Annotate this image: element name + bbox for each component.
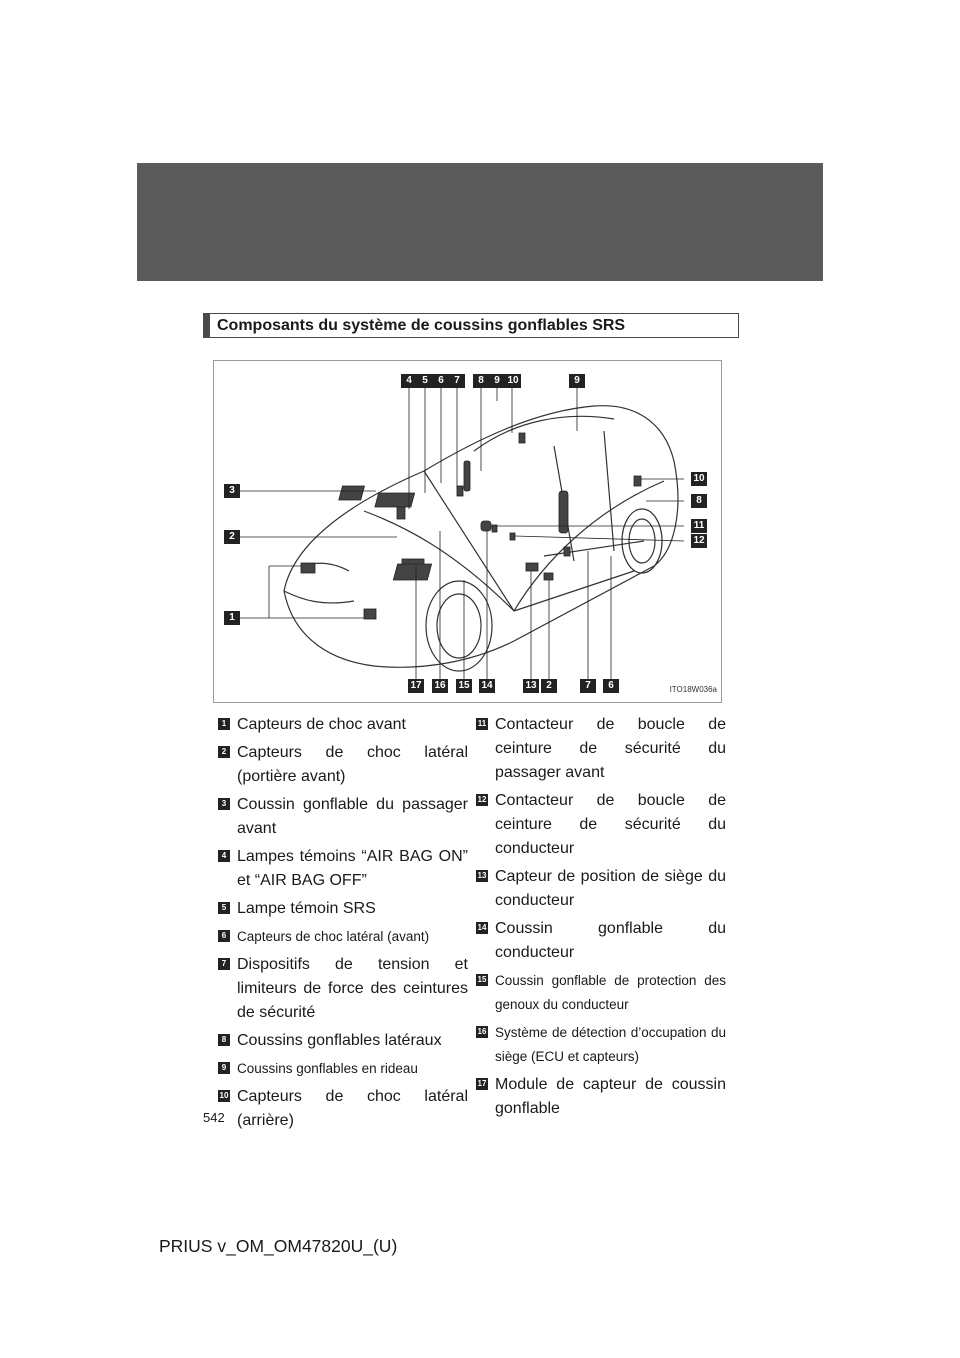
legend-text: Lampes témoins “AIR BAG ON” et “AIR BAG OFF”	[237, 848, 468, 889]
legend-item	[218, 845, 468, 893]
callout-left-3: 1	[224, 611, 240, 625]
legend-item	[218, 713, 468, 737]
legend-item	[218, 1029, 468, 1053]
callout-right-3: 11	[691, 519, 707, 533]
legend-item	[476, 917, 726, 965]
document-footer: PRIUS v_OM_OM47820U_(U)	[159, 1236, 398, 1256]
legend-item	[218, 741, 468, 789]
callout-bottom-6: 2	[541, 679, 557, 693]
legend-number: 4	[218, 850, 230, 862]
callout-top-8: 9	[569, 374, 585, 388]
legend-text: Système de détection d’occupation du siège (ECU et capteurs)	[495, 1025, 726, 1064]
legend-text: Capteurs de choc latéral (avant)	[237, 929, 430, 944]
legend-text: Dispositifs de tension et limiteurs de force des ceintures de sécurité	[237, 956, 468, 1021]
legend-text: Capteur de position de siège du conducteur	[495, 868, 726, 909]
callout-right-2: 8	[691, 494, 707, 508]
legend-item	[476, 1021, 726, 1069]
page-number: 542	[203, 1110, 225, 1125]
legend-number: 1	[218, 718, 230, 730]
legend-number: 6	[218, 930, 230, 942]
legend-item	[218, 1085, 468, 1133]
legend-number: 3	[218, 798, 230, 810]
legend-text: Capteurs de choc avant	[237, 716, 406, 733]
legend-number: 12	[477, 795, 487, 804]
callout-bottom-7: 7	[580, 679, 596, 693]
callout-bottom-8: 6	[603, 679, 619, 693]
legend-item	[218, 953, 468, 1025]
legend-item	[218, 897, 468, 921]
legend-item	[218, 1057, 468, 1081]
legend-text: Contacteur de boucle de ceinture de sécurité du passager avant	[495, 716, 726, 781]
legend-number: 13	[477, 871, 487, 880]
callout-bottom-2: 16	[432, 679, 448, 693]
callout-left-2: 2	[224, 530, 240, 544]
callout-top-6: 9	[489, 374, 505, 388]
callout-top-7: 10	[505, 374, 521, 388]
airbag-components-diagram	[213, 360, 722, 703]
legend-text: Coussin gonflable du passager avant	[237, 796, 468, 837]
legend-number: 8	[218, 1034, 230, 1046]
chapter-header-band	[137, 163, 823, 281]
callout-top-3: 6	[433, 374, 449, 388]
legend-number: 15	[477, 975, 487, 984]
legend-text: Lampe témoin SRS	[237, 900, 376, 917]
callout-top-2: 5	[417, 374, 433, 388]
legend-number: 10	[219, 1091, 229, 1100]
callout-bottom-5: 13	[523, 679, 539, 693]
legend-number: 7	[218, 958, 230, 970]
callout-top-5: 8	[473, 374, 489, 388]
legend-left-column	[218, 713, 468, 1137]
legend-number: 2	[218, 746, 230, 758]
callout-right-4: 12	[691, 534, 707, 548]
callout-left-1: 3	[224, 484, 240, 498]
legend-item	[476, 865, 726, 913]
legend-item	[476, 969, 726, 1017]
legend-number: 16	[477, 1027, 487, 1036]
legend-text: Coussins gonflables en rideau	[237, 1061, 418, 1076]
legend-number: 11	[477, 719, 487, 728]
legend-text: Coussins gonflables latéraux	[237, 1032, 442, 1049]
callout-bottom-3: 15	[456, 679, 472, 693]
legend-item	[476, 1073, 726, 1121]
legend-text: Contacteur de boucle de ceinture de sécurité du conducteur	[495, 792, 726, 857]
callout-right-1: 10	[691, 472, 707, 486]
legend-number: 9	[218, 1062, 230, 1074]
callout-top-1: 4	[401, 374, 417, 388]
figure-code: ITO18W036a	[669, 685, 717, 694]
legend-item	[218, 925, 468, 949]
callout-bottom-4: 14	[479, 679, 495, 693]
legend-number: 17	[477, 1079, 487, 1088]
legend-text: Capteurs de choc latéral (portière avant)	[237, 744, 468, 785]
legend-text: Coussin gonflable du conducteur	[495, 920, 726, 961]
legend-item	[218, 793, 468, 841]
legend-item	[476, 713, 726, 785]
legend-number: 5	[218, 902, 230, 914]
legend-text: Capteurs de choc latéral (arrière)	[237, 1088, 468, 1129]
legend-right-column	[476, 713, 726, 1125]
legend-number: 14	[477, 923, 487, 932]
legend-item	[476, 789, 726, 861]
section-title: Composants du système de coussins gonflables SRS	[203, 313, 739, 338]
legend-text: Module de capteur de coussin gonflable	[495, 1076, 726, 1117]
callout-top-4: 7	[449, 374, 465, 388]
car-illustration	[214, 361, 723, 704]
callout-bottom-1: 17	[408, 679, 424, 693]
legend-text: Coussin gonflable de protection des genoux du conducteur	[495, 973, 726, 1012]
